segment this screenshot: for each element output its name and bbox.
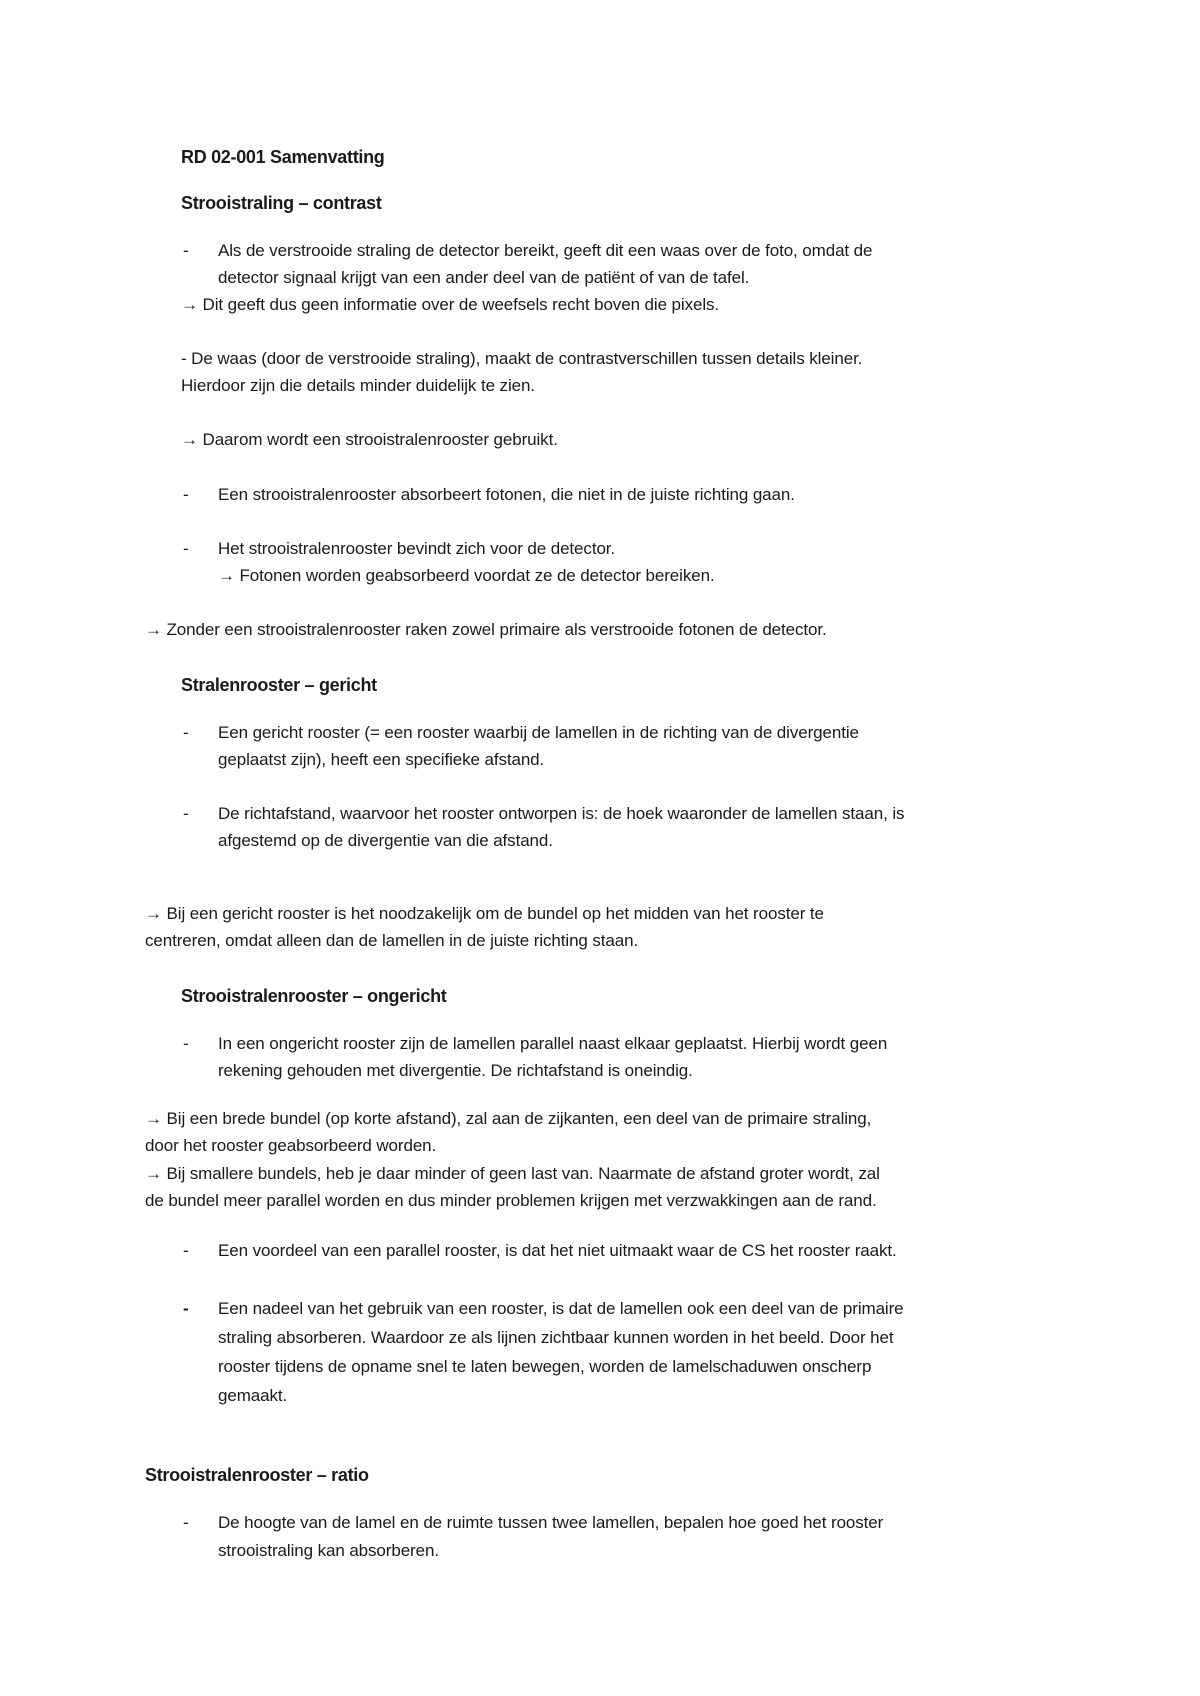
paragraph-line: Een strooistralenrooster absorbeert fotonen, die niet in de juiste richting gaan. bbox=[218, 485, 795, 504]
paragraph-line: afgestemd op de divergentie van die afstand. bbox=[218, 831, 553, 850]
paragraph-line: rooster tijdens de opname snel te laten bewegen, worden de lamelschaduwen onscherp bbox=[218, 1357, 872, 1376]
paragraph-line: straling absorberen. Waardoor ze als lijnen zichtbaar kunnen worden in het beeld. Door het bbox=[218, 1328, 894, 1347]
paragraph-line: strooistraling kan absorberen. bbox=[218, 1541, 439, 1560]
section-heading-contrast: Strooistraling – contrast bbox=[181, 193, 382, 213]
bullet-dash: - bbox=[183, 1034, 189, 1053]
bullet-dash: - bbox=[183, 539, 189, 558]
arrow-line: → Bij smallere bundels, heb je daar minder of geen last van. Naarmate de afstand groter wordt, zal bbox=[145, 1164, 880, 1183]
bullet-dash: - bbox=[183, 485, 189, 504]
paragraph-line: rekening gehouden met divergentie. De richtafstand is oneindig. bbox=[218, 1061, 693, 1080]
bullet-dash: - bbox=[183, 1513, 189, 1532]
paragraph-line: De richtafstand, waarvoor het rooster ontworpen is: de hoek waaronder de lamellen staan, is bbox=[218, 804, 905, 823]
paragraph-line: Het strooistralenrooster bevindt zich voor de detector. bbox=[218, 539, 616, 558]
paragraph-line: Een nadeel van het gebruik van een rooster, is dat de lamellen ook een deel van de primaire bbox=[218, 1299, 904, 1318]
paragraph-line: door het rooster geabsorbeerd worden. bbox=[145, 1136, 437, 1155]
arrow-line: → Daarom wordt een strooistralenrooster gebruikt. bbox=[181, 430, 558, 449]
section-heading-ongericht: Strooistralenrooster – ongericht bbox=[181, 986, 447, 1006]
paragraph-line: Hierdoor zijn die details minder duidelijk te zien. bbox=[181, 376, 535, 395]
paragraph-line: centreren, omdat alleen dan de lamellen in de juiste richting staan. bbox=[145, 931, 639, 950]
bullet-dash: - bbox=[183, 723, 189, 742]
bullet-dash: - bbox=[183, 241, 189, 260]
paragraph-line: detector signaal krijgt van een ander deel van de patiënt of van de tafel. bbox=[218, 268, 750, 287]
bullet-dash: - bbox=[183, 1299, 189, 1318]
paragraph-line: Als de verstrooide straling de detector bereikt, geeft dit een waas over de foto, omdat de bbox=[218, 241, 873, 260]
section-heading-ratio: Strooistralenrooster – ratio bbox=[145, 1465, 369, 1485]
paragraph-line: In een ongericht rooster zijn de lamellen parallel naast elkaar geplaatst. Hierbij wordt geen bbox=[218, 1034, 888, 1053]
arrow-line: → Bij een brede bundel (op korte afstand), zal aan de zijkanten, een deel van de primaire straling, bbox=[145, 1109, 872, 1128]
bullet-dash: - bbox=[183, 1241, 189, 1260]
arrow-line: → Zonder een strooistralenrooster raken zowel primaire als verstrooide fotonen de detector. bbox=[145, 620, 827, 639]
arrow-line: → Fotonen worden geabsorbeerd voordat ze de detector bereiken. bbox=[218, 566, 715, 585]
section-heading-gericht: Stralenrooster – gericht bbox=[181, 675, 377, 695]
paragraph-line: de bundel meer parallel worden en dus minder problemen krijgen met verzwakkingen aan de rand. bbox=[145, 1191, 877, 1210]
paragraph-line: De hoogte van de lamel en de ruimte tussen twee lamellen, bepalen hoe goed het rooster bbox=[218, 1513, 884, 1532]
arrow-line: → Bij een gericht rooster is het noodzakelijk om de bundel op het midden van het rooster te bbox=[145, 904, 824, 923]
document-title: RD 02-001 Samenvatting bbox=[181, 147, 385, 167]
paragraph-line: geplaatst zijn), heeft een specifieke afstand. bbox=[218, 750, 545, 769]
paragraph-line: - De waas (door de verstrooide straling), maakt de contrastverschillen tussen details kleiner. bbox=[181, 349, 863, 368]
bullet-dash: - bbox=[183, 804, 189, 823]
paragraph-line: gemaakt. bbox=[218, 1386, 288, 1405]
paragraph-line: Een gericht rooster (= een rooster waarbij de lamellen in de richting van de divergentie bbox=[218, 723, 859, 742]
paragraph-line: Een voordeel van een parallel rooster, is dat het niet uitmaakt waar de CS het rooster raakt. bbox=[218, 1241, 897, 1260]
arrow-line: → Dit geeft dus geen informatie over de weefsels recht boven die pixels. bbox=[181, 295, 720, 314]
